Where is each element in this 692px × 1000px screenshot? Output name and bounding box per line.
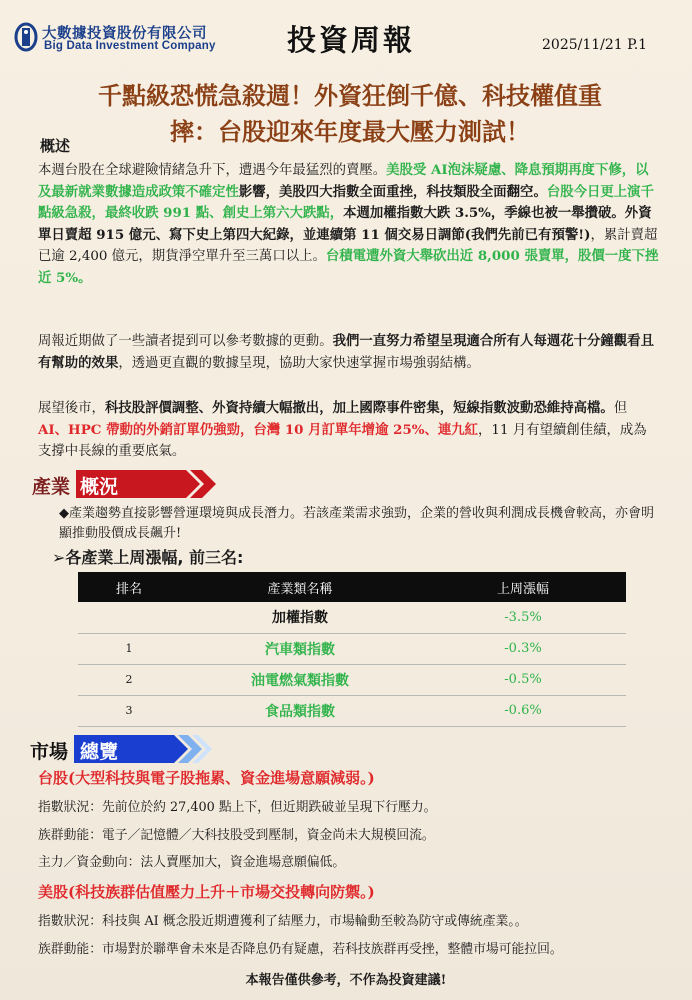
- market-tag-2: 總覽: [80, 741, 119, 763]
- tw-market-line: 族群動能：電子／記憶體／大科技股受到壓制，資金尚未大規模回流。: [38, 828, 435, 843]
- tw-market-line: 指數狀況：先前位於約 27,400 點上下，但近期跌破並呈現下行壓力。: [38, 800, 437, 815]
- overview-paragraph-3: [38, 398, 660, 463]
- overview-paragraph-2: [38, 331, 660, 374]
- p1-text-3: ，累計賣超已逾 2,400 億元，期貨淨空單升至三萬口以上。: [38, 227, 658, 264]
- industry-name-cell: 汽車類指數: [180, 633, 420, 664]
- p3-bold-1: 科技股評價調整、外資持續大幅撤出，加上國際事件密集，短線指數波動恐維持高檔。: [104, 400, 614, 416]
- tw-market-title: 台股(大型科技與電子股拖累、資金進場意願減弱。): [38, 769, 375, 787]
- company-logo-icon: [14, 22, 38, 52]
- market-tag-1: 市場: [30, 741, 69, 763]
- change-cell: -0.5%: [420, 664, 626, 695]
- table-row: [78, 664, 626, 695]
- column-header-name: 產業類名稱: [180, 572, 420, 602]
- p2-bold-1: 我們一直努力希望呈現適合所有人每週花十分鐘觀看且有幫助的效果: [38, 333, 654, 371]
- p3-text-1: 展望後市，: [38, 401, 105, 416]
- column-header-rank: 排名: [78, 572, 180, 602]
- report-header: [0, 0, 692, 70]
- industry-note: ◆產業趨勢直接影響營運環境與成長潛力。若該產業需求強勁，企業的營收與利潤成長機會較高，亦會明顯推動股價成長飆升!: [59, 506, 654, 541]
- table-row: [78, 695, 626, 726]
- p1-highlight-2: 台股今日更上演千點級急殺，最終收跌 991 點、創史上第六大跌點，: [38, 183, 654, 221]
- p3-red-1: AI、HPC 帶動的外銷訂單仍強勁，台灣 10 月訂單年增逾 25%、連九紅: [38, 421, 479, 438]
- headline: [20, 78, 680, 150]
- p3-text-2: 但: [613, 401, 628, 416]
- industry-subtitle: ➢各產業上周漲幅, 前三名:: [52, 548, 244, 567]
- p1-text-1: 本週台股在全球避險情緒急升下，遭遇今年最猛烈的賣壓。: [38, 163, 387, 178]
- change-cell: -0.6%: [420, 695, 626, 726]
- p1-text-2: 影響，美股四大指數全面重挫，科技類股全面翻空。: [238, 183, 547, 200]
- logo-company-name-en: Big Data Investment Company: [44, 40, 216, 52]
- rank-cell: [78, 602, 180, 633]
- overview-paragraph-1: [38, 160, 660, 289]
- change-cell: -3.5%: [420, 602, 626, 633]
- headline-line-2: 摔：台股迎來年度最大壓力測試！: [170, 117, 530, 146]
- logo-company-name-cn: 大數據投資股份有限公司: [42, 26, 207, 42]
- market-section-header: [30, 735, 200, 765]
- p1-highlight-1: 美股受 AI泡沫疑慮、降息預期再度下修，以及最新就業數據造成政策不確定性: [38, 162, 649, 200]
- rank-cell: 3: [78, 695, 180, 726]
- tw-market-line: 主力／資金動向：法人賣壓加大，資金進場意願偏低。: [38, 855, 346, 870]
- industry-tag-2: 概況: [80, 476, 119, 498]
- table-row: [78, 602, 626, 633]
- p3-text-3: ，11 月有望續創佳績，成為支撐中長線的重要底氣。: [38, 422, 647, 459]
- disclaimer-footer: 本報告僅供參考，不作為投資建議!: [245, 973, 447, 988]
- rank-cell: 2: [78, 664, 180, 695]
- report-date-page: 2025/11/21 P.1: [542, 37, 648, 53]
- change-cell: -0.3%: [420, 633, 626, 664]
- p1-highlight-3: 台積電遭外資大舉砍出近 8,000 張賣單，股價一度下挫近 5%。: [38, 248, 659, 286]
- rank-cell: 1: [78, 633, 180, 664]
- p1-bold-1: 本週加權指數大跌 3.5%，季線也被一舉攢破。外資單日賣超 915 億元、寫下史上第四大紀錄，並連續第 11 個交易日調節(我們先前已有預警!): [38, 205, 652, 243]
- overview-tag: 概述: [40, 137, 71, 155]
- company-logo: [14, 20, 244, 60]
- industry-name-cell: 油電燃氣類指數: [180, 664, 420, 695]
- table-header-row: [78, 572, 626, 602]
- industry-name-cell: 食品類指數: [180, 695, 420, 726]
- column-header-change: 上周漲幅: [420, 572, 626, 602]
- us-market-line: 族群動能：市場對於聯準會未來是否降息仍有疑慮，若科技族群再受挫，整體市場可能拉回。: [38, 942, 563, 957]
- industry-name-cell: 加權指數: [180, 602, 420, 633]
- table-row: [78, 633, 626, 664]
- report-title: 投資周報: [287, 23, 416, 57]
- p2-text-2: ，透過更直觀的數據呈現，協助大家快速掌握市場強弱結構。: [118, 355, 480, 371]
- headline-line-1: 千點級恐慌急殺週！外資狂倒千億、科技權值重: [98, 81, 602, 110]
- us-market-line: 指數狀況：科技與 AI 概念股近期遭獲利了結壓力，市場輪動至較為防守或傳統產業。。: [38, 914, 528, 929]
- industry-ranking-table: [78, 572, 626, 727]
- us-market-title: 美股(科技族群估值壓力上升＋市場交投轉向防禦。): [38, 883, 375, 901]
- industry-tag-1: 產業: [32, 476, 71, 498]
- industry-section-header: [32, 470, 192, 500]
- p2-text-1: 周報近期做了一些讀者提到可以參考數據的更動。: [38, 334, 333, 349]
